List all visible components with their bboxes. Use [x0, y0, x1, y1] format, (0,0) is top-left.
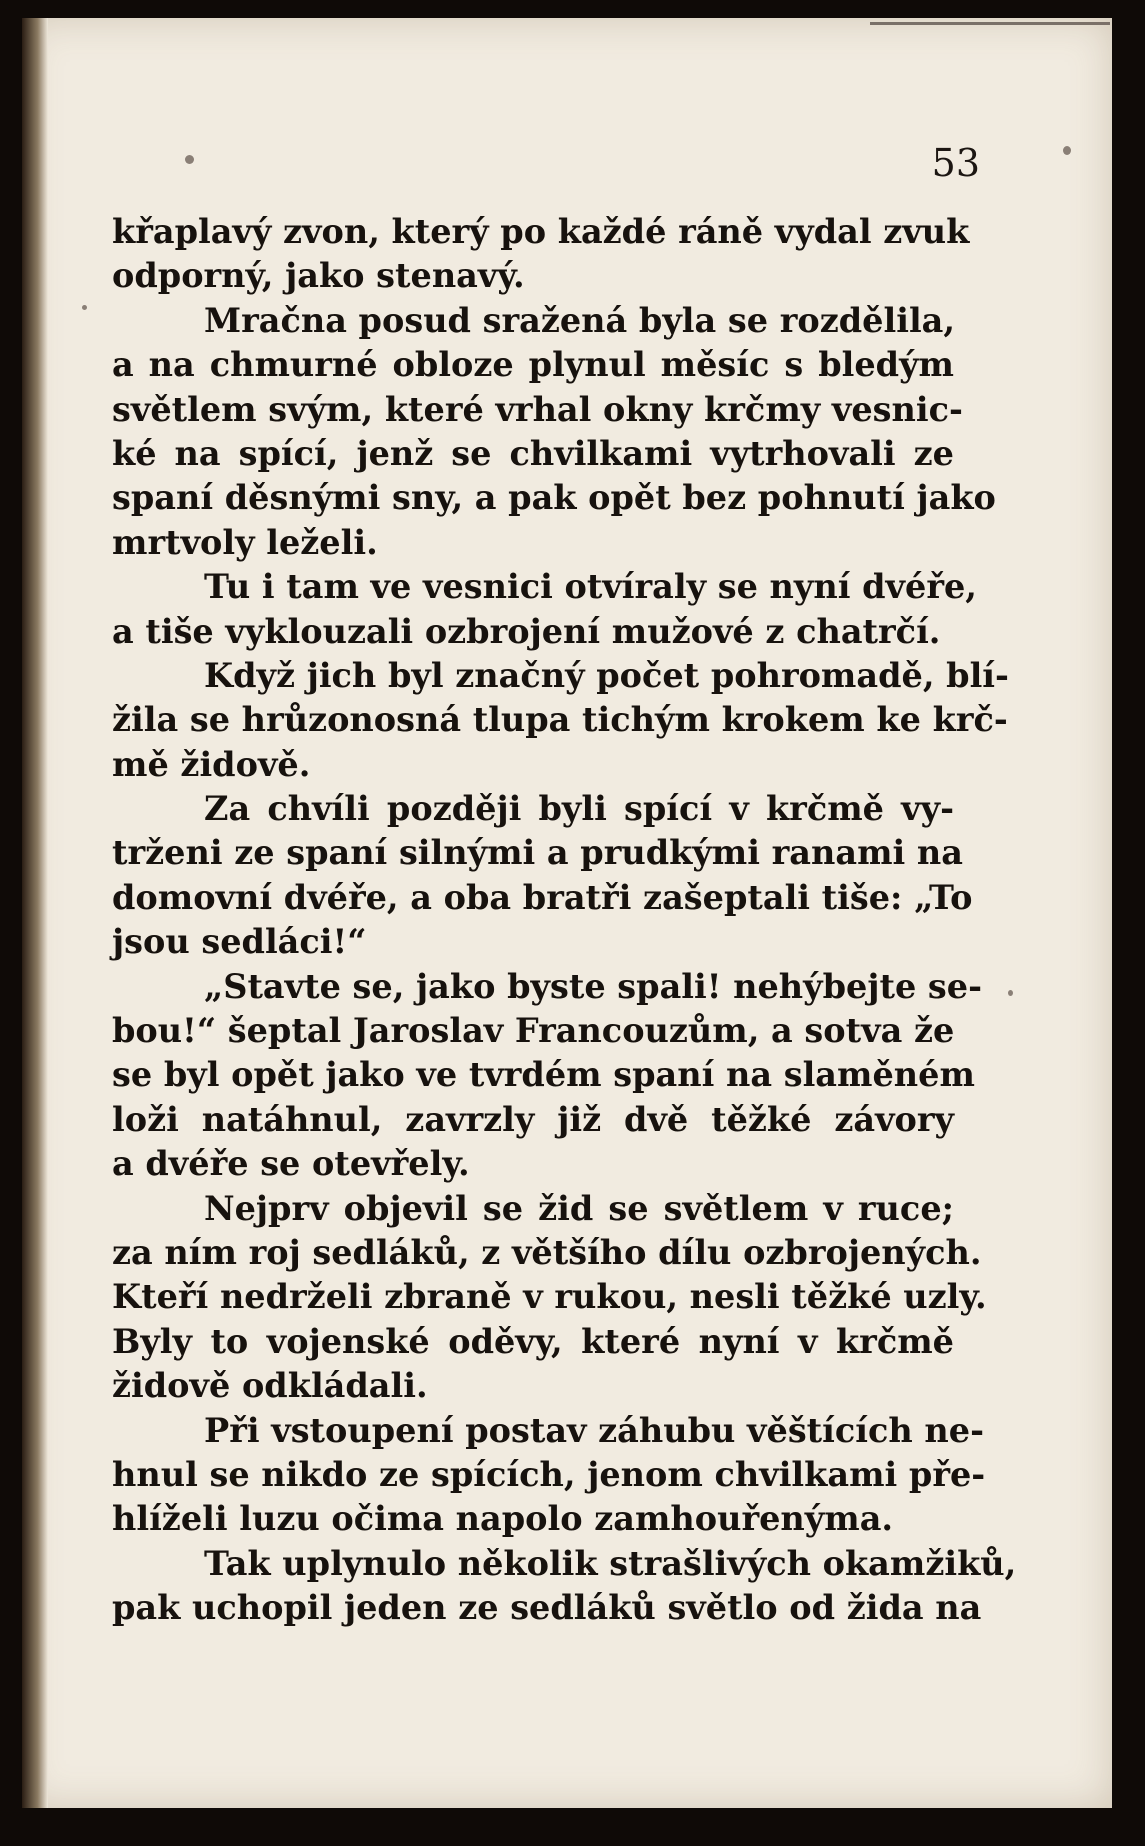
page-number: 53 [931, 141, 980, 185]
top-edge-line [870, 22, 1110, 25]
text-line: a na chmurné obloze plynul měsíc s bledým [112, 345, 954, 385]
text-line: mě židově. [112, 744, 311, 784]
text-line: se byl opět jako ve tvrdém spaní na slaměném [112, 1055, 975, 1095]
body-text [112, 210, 1017, 1631]
text-line: žila se hrůzonosná tlupa tichým krokem ke krč- [112, 700, 1008, 740]
page-gutter [22, 18, 48, 1808]
text-line: Tak uplynulo několik strašlivých okamžiků, [204, 1543, 1017, 1583]
text-line: trženi ze spaní silnými a prudkými ranami na [112, 833, 963, 873]
text-line: židově odkládali. [112, 1366, 428, 1406]
text-line: spaní děsnými sny, a pak opět bez pohnutí jako [112, 478, 996, 518]
text-line: hlíželi luzu očima napolo zamhouřenýma. [112, 1499, 894, 1539]
text-line: Kteří nedrželi zbraně v rukou, nesli těžké uzly. [112, 1277, 987, 1317]
paper-speck [1063, 146, 1071, 155]
text-line: jsou sedláci!“ [112, 922, 367, 962]
text-line: hnul se nikdo ze spících, jenom chvilkami pře- [112, 1454, 986, 1494]
text-line: Za chvíli později byli spící v krčmě vy- [204, 789, 954, 829]
text-line: Tu i tam ve vesnici otvíraly se nyní dvéře, [204, 567, 977, 607]
text-line: Mračna posud sražená byla se rozdělila, [204, 300, 956, 340]
paper-speck [82, 305, 87, 310]
text-line: odporný, jako stenavý. [112, 256, 525, 296]
text-line: Při vstoupení postav záhubu věštících ne- [204, 1410, 984, 1450]
text-line: světlem svým, které vrhal okny krčmy vesnic- [112, 389, 963, 429]
text-line: domovní dvéře, a oba bratři zašeptali tiše: „To [112, 877, 973, 917]
text-line: a dvéře se otevřely. [112, 1144, 470, 1184]
text-line: loži natáhnul, zavrzly již dvě těžké závory [112, 1099, 954, 1139]
text-line: Nejprv objevil se žid se světlem v ruce; [204, 1188, 954, 1228]
text-line: mrtvoly leželi. [112, 522, 378, 562]
text-line: ké na spící, jenž se chvilkami vytrhovali ze [112, 433, 954, 473]
text-line: křaplavý zvon, který po každé ráně vydal zvuk [112, 212, 970, 251]
text-line: Když jich byl značný počet pohromadě, blí- [204, 655, 1009, 695]
text-line: bou!“ šeptal Jaroslav Francouzům, a sotva že [112, 1011, 955, 1051]
text-line: za ním roj sedláků, z většího dílu ozbrojených. [112, 1232, 982, 1272]
paper-speck [1008, 990, 1013, 996]
text-line: pak uchopil jeden ze sedláků světlo od žida na [112, 1588, 982, 1628]
text-line: Byly to vojenské oděvy, které nyní v krčmě [112, 1321, 954, 1361]
paper-speck [185, 155, 194, 164]
text-line: „Stavte se, jako byste spali! nehýbejte se- [204, 966, 982, 1006]
text-line: a tiše vyklouzali ozbrojení mužové z chatrčí. [112, 611, 941, 651]
